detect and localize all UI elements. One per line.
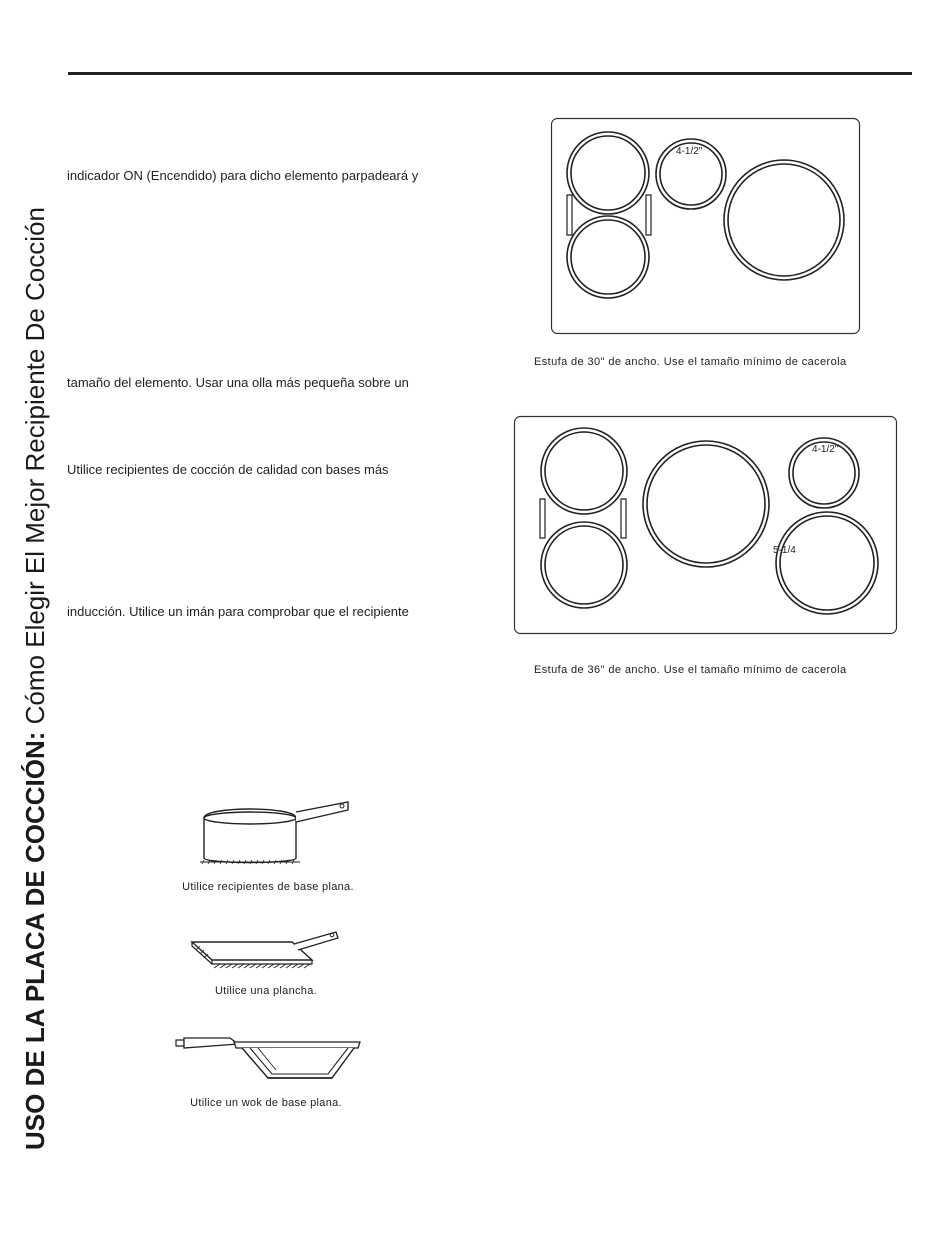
wok-caption: Utilice un wok de base plana. [190, 1097, 342, 1109]
body-text-line: indicador ON (Encendido) para dicho elemento parpadeará y [67, 168, 419, 183]
body-text-line: Utilice recipientes de cocción de calidad con bases más [67, 462, 389, 477]
section-title-bold: USO DE LA PLACA DE COCCIÓN: [20, 731, 50, 1150]
cooktop-30-diagram [550, 117, 862, 337]
cooktop-30-caption: Estufa de 30" de ancho. Use el tamaño mínimo de cacerola [534, 356, 847, 368]
section-title [20, 207, 51, 1150]
body-text-line: inducción. Utilice un imán para comprobar que el recipiente [67, 604, 409, 619]
saucepan-icon [196, 796, 354, 868]
saucepan-caption: Utilice recipientes de base plana. [182, 881, 354, 893]
wok-icon [172, 1032, 364, 1084]
cooktop-36-caption: Estufa de 36" de ancho. Use el tamaño mínimo de cacerola [534, 664, 847, 676]
griddle-icon [184, 924, 344, 976]
burner-size-label: 5-1/4 [773, 545, 796, 556]
body-text-line: tamaño del elemento. Usar una olla más pequeña sobre un [67, 375, 409, 390]
section-title-subtitle: Cómo Elegir El Mejor Recipiente De Cocción [20, 207, 50, 732]
burner-size-label: 4-1/2" [812, 444, 839, 455]
header-rule [68, 72, 912, 75]
burner-size-label: 4-1/2" [676, 146, 703, 157]
cooktop-36-diagram [513, 415, 899, 637]
griddle-caption: Utilice una plancha. [214, 985, 317, 997]
